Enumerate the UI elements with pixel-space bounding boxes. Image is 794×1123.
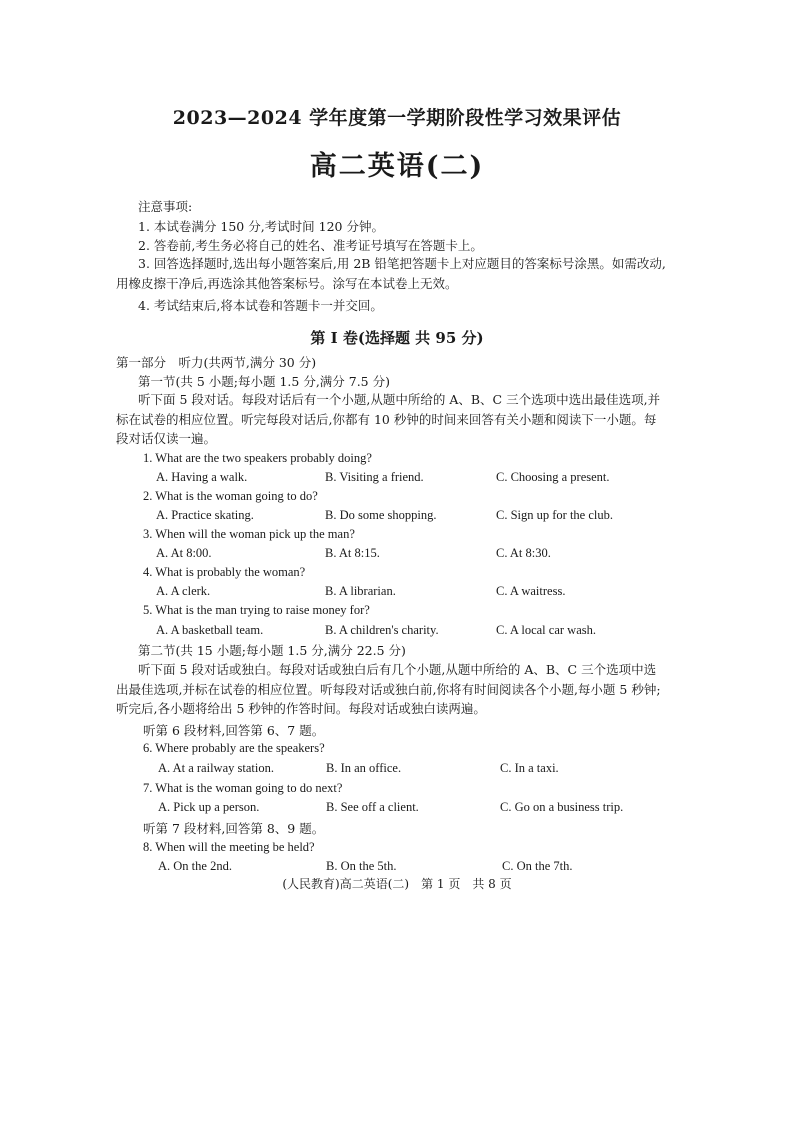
option-a: A. A clerk.	[156, 584, 211, 598]
section2-heading: 第二节(共 15 小题;每小题 1.5 分,满分 22.5 分)	[138, 643, 406, 658]
exam-subtitle: 高二英语(二)	[309, 151, 485, 182]
material-6-note: 听第 6 段材料,回答第 6、7 题。	[143, 723, 325, 738]
question-stem: 8. When will the meeting be held?	[143, 840, 315, 854]
option-c: C. In a taxi.	[500, 761, 559, 775]
exam-title: 2023—2024 学年度第一学期阶段性学习效果评估	[172, 107, 622, 129]
question-stem: 1. What are the two speakers probably doing?	[143, 451, 372, 465]
part1-heading: 第一部分 听力(共两节,满分 30 分)	[116, 355, 317, 370]
option-a: A. On the 2nd.	[158, 859, 232, 873]
option-a: A. At a railway station.	[158, 761, 274, 775]
question-stem: 2. What is the woman going to do?	[143, 489, 318, 503]
option-c: C. A local car wash.	[496, 623, 596, 637]
question-stem: 5. What is the man trying to raise money for?	[143, 603, 370, 617]
option-a: A. Having a walk.	[156, 470, 248, 484]
question-stem: 6. Where probably are the speakers?	[143, 741, 325, 755]
option-b: B. See off a client.	[326, 800, 419, 814]
option-b: B. On the 5th.	[326, 859, 397, 873]
option-c: C. At 8:30.	[496, 546, 551, 560]
page-footer: (人民教育)高二英语(二) 第 1 页 共 8 页	[282, 877, 512, 891]
option-b: B. At 8:15.	[325, 546, 380, 560]
question-stem: 3. When will the woman pick up the man?	[143, 527, 355, 541]
option-b: B. Visiting a friend.	[325, 470, 424, 484]
section2-instructions: 听下面 5 段对话或独白。每段对话或独白后有几个小题,从题中所给的 A、B、C 三个选项中选出最佳选项,并标在试卷的相应位置。听每段对话或独白前,你将有时间阅读各个小题,每小题 5 秒钟;听完后,各小题将给出 5 秒钟的作答时间。每段对话或独白读两遍。	[116, 662, 661, 716]
note-item-3: 3. 回答选择题时,选出每小题答案后,用 2B 铅笔把答题卡上对应题目的答案标号涂黑。如需改动,用橡皮擦干净后,再选涂其他答案标号。涂写在本试卷上无效。	[116, 256, 666, 291]
option-a: A. At 8:00.	[156, 546, 212, 560]
note-item-4: 4. 考试结束后,将本试卷和答题卡一并交回。	[138, 298, 383, 313]
notes-heading: 注意事项:	[138, 199, 193, 214]
option-a: A. Practice skating.	[156, 508, 254, 522]
note-item-1: 1. 本试卷满分 150 分,考试时间 120 分钟。	[138, 219, 384, 234]
note-item-2: 2. 答卷前,考生务必将自己的姓名、准考证号填写在答题卡上。	[138, 238, 483, 253]
option-c: C. On the 7th.	[502, 859, 573, 873]
material-7-note: 听第 7 段材料,回答第 8、9 题。	[143, 821, 325, 836]
option-b: B. Do some shopping.	[325, 508, 437, 522]
question-stem: 7. What is the woman going to do next?	[143, 781, 343, 795]
option-c: C. Sign up for the club.	[496, 508, 614, 522]
option-b: B. In an office.	[326, 761, 402, 775]
option-c: C. A waitress.	[496, 584, 566, 598]
option-c: C. Go on a business trip.	[500, 800, 624, 814]
section1-heading: 第一节(共 5 小题;每小题 1.5 分,满分 7.5 分)	[138, 374, 390, 389]
volume-heading: 第 I 卷(选择题 共 95 分)	[310, 329, 484, 347]
option-b: B. A children's charity.	[325, 623, 439, 637]
option-c: C. Choosing a present.	[496, 470, 610, 484]
section1-instructions: 听下面 5 段对话。每段对话后有一个小题,从题中所给的 A、B、C 三个选项中选出最佳选项,并标在试卷的相应位置。听完每段对话后,你都有 10 秒钟的时间来回答有关小题和阅读下一小题。每段对话仅读一遍。	[116, 392, 661, 446]
option-a: A. A basketball team.	[156, 623, 264, 637]
option-a: A. Pick up a person.	[158, 800, 260, 814]
question-stem: 4. What is probably the woman?	[143, 565, 306, 579]
option-b: B. A librarian.	[325, 584, 396, 598]
